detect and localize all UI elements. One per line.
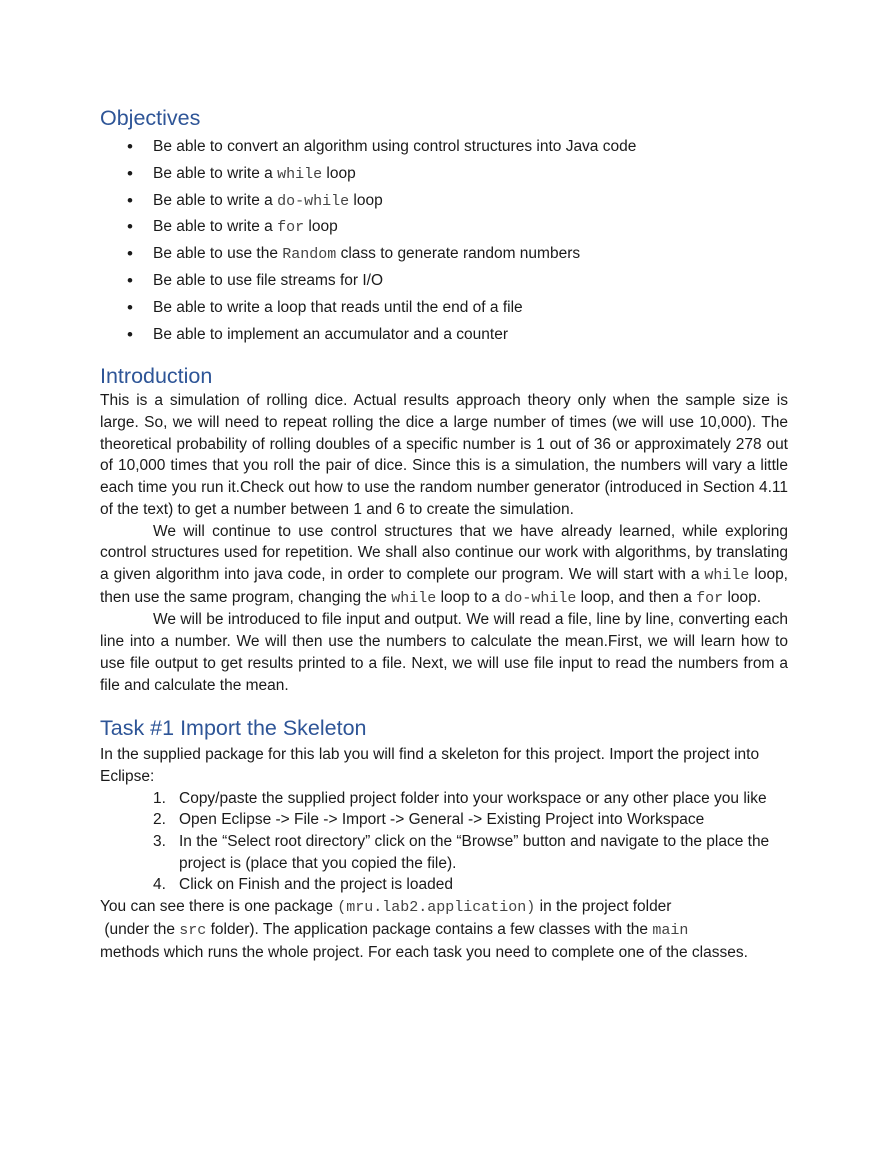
list-item (100, 188, 788, 215)
code-term: for (277, 219, 305, 237)
step-text: Click on Finish and the project is loaded (179, 876, 453, 894)
task1-src-line (100, 919, 788, 942)
introduction-heading: Introduction (100, 364, 213, 389)
list-item (100, 295, 788, 322)
code-term: Random (282, 246, 337, 264)
step-number: 2. (153, 811, 166, 829)
step-number: 1. (153, 789, 166, 807)
item-text: Be able to convert an algorithm using control structures into Java code (153, 138, 637, 155)
step-text: Copy/paste the supplied project folder into your workspace or any other place you like (179, 789, 767, 807)
code-term: do-while (277, 192, 350, 210)
item-text: Be able to use the (153, 245, 283, 263)
objectives-list (100, 134, 788, 348)
item-text: Be able to write a (153, 164, 278, 182)
item-text: loop (349, 191, 383, 209)
item-text: Be able to write a loop that reads until the end of a file (153, 298, 523, 316)
task1-package-line (100, 896, 788, 919)
task1-steps (100, 788, 788, 897)
code-term: main (652, 921, 689, 939)
code-term: for (696, 589, 724, 607)
task1-intro: In the supplied package for this lab you will find a skeleton for this project. Import the project into Eclipse: (100, 746, 760, 785)
intro-paragraph-1: This is a simulation of rolling dice. Actual results approach theory only when the sample size is large. So, we will need to repeat rolling the dice a large number of times (we will use 10,000). The theoretical probability of rolling doubles of a specific number is 1 out of 36 or approximately 278 out of 10,000 times that you roll the pair of dice. Since this is a simulation, the numbers will vary a little each time you run it.Check out how to use the random number generator (introduced in Section 4.11 of the text) to get a number between 1 and 6 to create the simulation. (100, 392, 788, 518)
intro-paragraph-2 (100, 521, 788, 610)
list-item (100, 874, 788, 896)
list-item (100, 322, 788, 349)
list-item (100, 809, 788, 831)
objectives-heading: Objectives (100, 106, 201, 130)
item-text: loop (304, 218, 338, 236)
list-item (100, 161, 788, 188)
paragraph-text: loop, and then a (576, 588, 697, 606)
item-text: class to generate random numbers (336, 245, 581, 263)
list-item (100, 134, 788, 161)
paragraph-text: loop to a (436, 588, 505, 606)
step-number: 3. (153, 833, 166, 851)
code-term: while (704, 567, 750, 584)
item-text: Be able to use file streams for I/O (153, 271, 384, 289)
paragraph-text: We will continue to use control structures that we have already learned, while exploring control structures used for repetition. We shall also continue our work with algorithms, by translating a given algorithm into java code, in order to complete our program. We will start with a (100, 522, 788, 583)
code-term: (mru.lab2.application) (337, 899, 536, 917)
code-term: do-while (504, 589, 577, 607)
list-item (100, 241, 788, 268)
item-text: Be able to write a (153, 191, 278, 209)
code-term: while (391, 589, 437, 607)
paragraph-text: in the project folder (539, 898, 672, 916)
paragraph-text: (under the (104, 920, 180, 938)
step-text: Open Eclipse -> File -> Import -> General -> Existing Project into Workspace (179, 811, 705, 829)
task1-final-line: methods which runs the whole project. For each task you need to complete one of the classes. (100, 943, 748, 961)
document-page (100, 104, 788, 963)
item-text: Be able to write a (153, 218, 278, 236)
list-item (100, 831, 788, 874)
paragraph-text: folder). The application package contains a few classes with the (206, 920, 653, 938)
paragraph-text: You can see there is one package (100, 898, 338, 916)
paragraph-text: loop, then use the same program, changing the (100, 566, 788, 606)
list-item (100, 214, 788, 241)
task1-heading: Task #1 Import the Skeleton (100, 716, 367, 741)
paragraph-text: loop. (723, 588, 762, 606)
list-item (100, 268, 788, 295)
step-number: 4. (153, 876, 166, 894)
code-term: while (277, 165, 323, 183)
code-term: src (179, 921, 207, 939)
item-text: Be able to implement an accumulator and a counter (153, 325, 508, 343)
list-item (100, 788, 788, 810)
step-text: In the “Select root directory” click on the “Browse” button and navigate to the place the project is (place that you copied the file). (179, 833, 770, 872)
intro-paragraph-3: We will be introduced to file input and output. We will read a file, line by line, converting each line into a number. We will then use the numbers to calculate the mean.First, we will learn how to use file output to get results printed to a file. Next, we will use file input to read the numbers from a file and calculate the mean. (100, 611, 788, 694)
item-text: loop (322, 164, 356, 182)
